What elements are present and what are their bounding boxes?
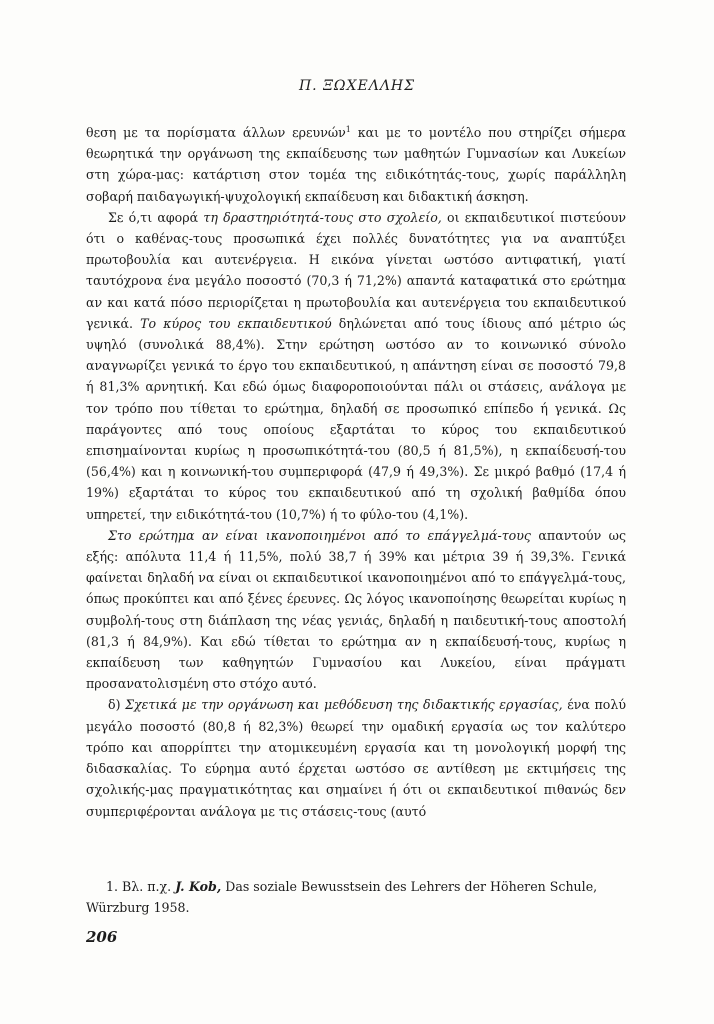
paragraph — [86, 694, 626, 821]
footnote-number: 1. Βλ. π.χ. — [106, 879, 172, 894]
emphasis-text: Σχετικά με την οργάνωση και μεθόδευση της διδακτικής εργασίας, — [125, 697, 563, 713]
body-text — [86, 122, 626, 822]
paragraph-text: ένα πολύ μεγάλο ποσοστό (80,8 ή 82,3%) θεωρεί την ομαδική εργασία ως τον καλύτερο τρόπο και απορρίπτει την ατομικευμένη εργασία και τη μονολογική μορφή της διδασκαλίας. Το εύρημα αυτό έρχεται ωστόσο σε αντίθεση με εκτιμήσεις της σχολικής-μας πραγματικότητας και σημαίνει ή ότι οι εκπαιδευτικοί πιθανώς δεν συμπεριφέρονται ανάλογα με τις στάσεις-τους (αυτό — [86, 697, 626, 819]
page-number: 206 — [86, 928, 118, 946]
running-header: Π. ΞΩΧΕΛΛΗΣ — [298, 78, 416, 94]
paragraph — [86, 207, 626, 525]
footnote — [86, 876, 626, 918]
paragraph-text: δηλώνεται από τους ίδιους από μέτριο ώς υψηλό (συνολικά 88,4%). Στην ερώτηση ωστόσο αν το κοινωνικό σύνολο αναγνωρίζει γενικά το έργο του εκπαιδευτικού, η απάντηση είναι σε ποσοστό 79,8 ή 81,3% αρνητική. Και εδώ όμως διαφοροποιούνται πάλι οι στάσεις, ανάλογα με τον τρόπο που τίθεται το ερώτημα, δηλαδή σε προσωπικό επίπεδο ή γενικά. Ως παράγοντες από τους οποίους εξαρτάται το κύρος του εκπαιδευτικού επισημαίνονται κυρίως η προσωπικότητά-του (80,5 ή 81,5%), η εκπαίδευσή-του (56,4%) και η κοινωνική-του συμπεριφορά (47,9 ή 49,3%). Σε μικρό βαθμό (17,4 ή 19%) εξαρτάται το κύρος του εκπαιδευτικού από τη σχολική βαθμίδα όπου υπηρετεί, την ειδικότητά-του (10,7%) ή το φύλο-του (4,1%). — [86, 315, 626, 522]
footnote-text: Das soziale Bewusstsein des Lehrers der Höheren Schule, Würzburg 1958. — [86, 879, 598, 915]
paragraph — [86, 525, 626, 695]
paragraph-text: απαντούν ως εξής: απόλυτα 11,4 ή 11,5%, πολύ 38,7 ή 39% και μέτρια 39 ή 39,3%. Γενικά φαίνεται δηλαδή να είναι οι εκπαιδευτικοί ικανοποιημένοι από το επάγγελμά-τους, όπως προκύπτει και από ξένες έρευνες. Ως λόγος ικανοποίησης θεωρείται κυρίως η συμβολή-τους στη διάπλαση της νέας γενιάς, δηλαδή η παιδευτική-τους αποστολή (81,3 ή 84,9%). Και εδώ τίθεται το ερώτημα αν η εκπαίδευσή-τους, κυρίως η εκπαίδευση των καθηγητών Γυμνασίου και Λυκείου, είναι πράγματι προσανατολισμένη στο στόχο αυτό. — [86, 527, 626, 692]
paragraph-text: δ) — [108, 697, 126, 713]
paragraph-text: και με το μοντέλο που στηρίζει σήμερα θεωρητικά την οργάνωση της εκπαίδευσης των μαθητών Γυμνασίων και Λυκείων στη χώρα-μας: κατάρτιση στον τομέα της ειδικότητάς-τους, χωρίς παράλληλη σοβαρή παιδαγωγική-ψυχολογική εκπαίδευση και διδακτική άσκηση. — [86, 125, 626, 204]
paragraph-text: θεση με τα πορίσματα άλλων ερευνών — [86, 125, 346, 140]
paragraph-text: Σε ό,τι αφορά — [108, 209, 204, 225]
footnote-marker: 1 — [345, 124, 351, 134]
paragraph-text: οι εκπαιδευτικοί πιστεύουν ότι ο καθένας-τους προσωπικά έχει πολλές δυνατότητες για να αναπτύξει πρωτοβουλία και αυτενέργεια. Η εικόνα γίνεται ωστόσο αντιφατική, γιατί ταυτόχρονα ένα μεγάλο ποσοστό (70,3 ή 71,2%) απαντά καταφατικά στο ερώτημα αν και κατά πόσο περιορίζεται η πρωτοβουλία και αυτενέργεια του εκπαιδευτικού γενικά. — [86, 209, 626, 331]
paragraph — [86, 122, 626, 207]
emphasis-text: τη δραστηριότητά-τους στο σχολείο, — [203, 209, 442, 225]
emphasis-text: Στο ερώτημα αν είναι ικανοποιημένοι από το επάγγελμά-τους — [108, 527, 531, 543]
emphasis-text: Το κύρος του εκπαιδευτικού — [140, 315, 332, 331]
footnote-author: J. Kob, — [175, 879, 222, 894]
